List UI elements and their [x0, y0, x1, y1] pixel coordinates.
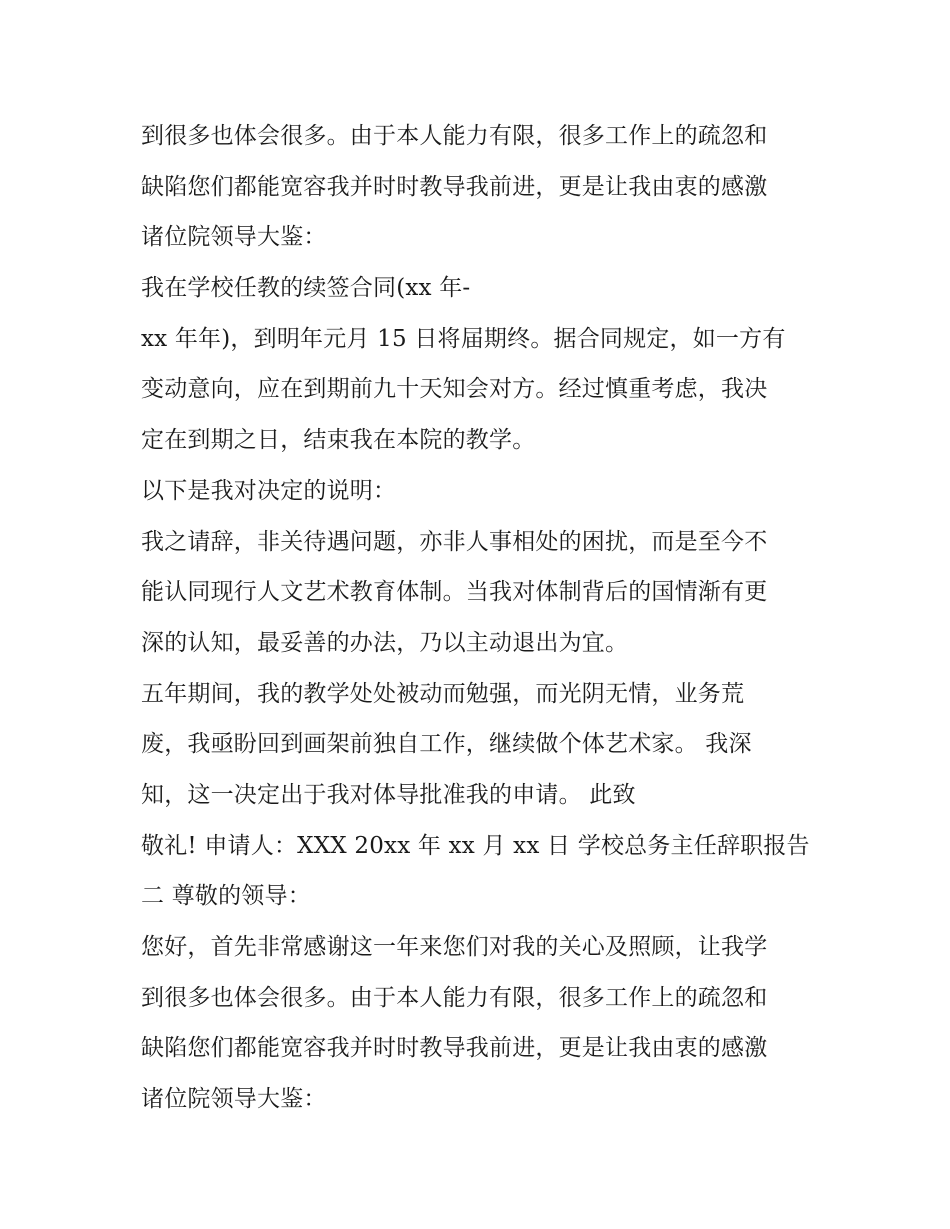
text-line: 二 尊敬的领导：	[141, 883, 311, 910]
text-line: 深的认知，最妥善的办法，乃以主动退出为宜。	[141, 629, 629, 656]
text-line: 能认同现行人文艺术教育体制。当我对体制背后的国情渐有更	[141, 579, 768, 606]
text-line: 缺陷您们都能宽容我并时时教导我前进，更是让我由衷的感激	[141, 1035, 768, 1062]
text-line: 诸位院领导大鉴：	[141, 224, 327, 251]
text-line: 我之请辞，非关待遇问题，亦非人事相处的困扰，而是至今不	[141, 528, 768, 555]
text-line: 您好，首先非常感谢这一年来您们对我的关心及照顾，让我学	[141, 934, 768, 960]
text-line: 以下是我对决定的说明：	[141, 477, 397, 504]
text-line: 缺陷您们都能宽容我并时时教导我前进，更是让我由衷的感激	[141, 173, 768, 200]
text-line: 知，这一决定出于我对体导批准我的申请。 此致	[141, 781, 636, 808]
text-line: 废，我亟盼回到画架前独自工作，继续做个体艺术家。 我深	[141, 731, 752, 758]
text-line: 变动意向，应在到期前九十天知会对方。经过慎重考虑，我决	[141, 376, 768, 403]
text-line: 敬礼! 申请人：XXX 20xx 年 xx 月 xx 日 学校总务主任辞职报告	[141, 832, 810, 859]
text-line: 我在学校任教的续签合同(xx 年-	[141, 275, 471, 302]
text-line: 诸位院领导大鉴：	[141, 1086, 327, 1113]
text-line: xx 年年)，到明年元月 15 日将届期终。据合同规定，如一方有	[141, 325, 786, 352]
text-line: 到很多也体会很多。由于本人能力有限，很多工作上的疏忽和	[141, 984, 768, 1011]
document-body	[141, 111, 831, 1125]
text-line: 到很多也体会很多。由于本人能力有限，很多工作上的疏忽和	[141, 123, 768, 149]
text-line: 定在到期之日，结束我在本院的教学。	[141, 427, 536, 454]
text-line: 五年期间，我的教学处处被动而勉强，而光阴无情，业务荒	[141, 680, 745, 707]
